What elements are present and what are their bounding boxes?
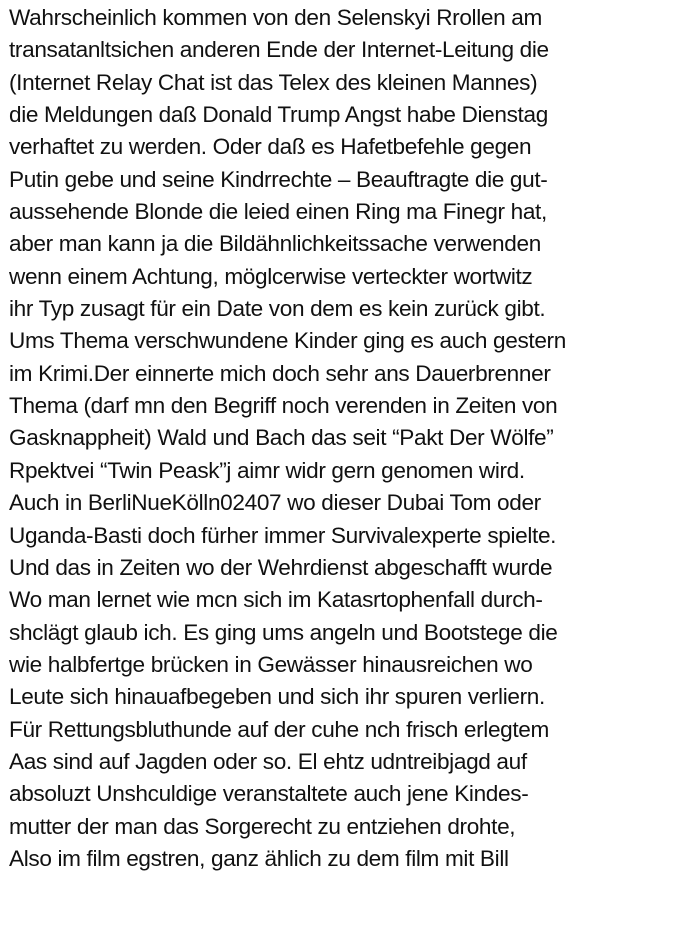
text-line-4: die Meldungen daß Donald Trump Angst habe Dienstag bbox=[9, 102, 548, 128]
text-line-14: Gasknappheit) Wald und Bach das seit “Pakt Der Wölfe” bbox=[9, 425, 554, 451]
text-line-24: Aas sind auf Jagden oder so. El ehtz udntreibjagd auf bbox=[9, 748, 527, 774]
text-line-6: Putin gebe und seine Kindrrechte – Beauftragte die gut- bbox=[9, 166, 548, 192]
text-line-3: (Internet Relay Chat ist das Telex des kleinen Mannes) bbox=[9, 69, 538, 95]
text-line-22: Leute sich hinauafbegeben und sich ihr spuren verliern. bbox=[9, 684, 545, 710]
text-line-13: Thema (darf mn den Begriff noch verenden in Zeiten von bbox=[9, 393, 558, 419]
text-line-23: Für Rettungsbluthunde auf der cuhe nch frisch erlegtem bbox=[9, 716, 549, 742]
text-line-25: absoluzt Unshculdige veranstaltete auch jene Kindes- bbox=[9, 781, 529, 807]
text-line-16: Auch in BerliNueKölln02407 wo dieser Dubai Tom oder bbox=[9, 490, 541, 516]
text-line-15: Rpektvei “Twin Peask”j aimr widr gern genomen wird. bbox=[9, 457, 525, 483]
text-line-20: shclägt glaub ich. Es ging ums angeln und Bootstege die bbox=[9, 619, 558, 645]
text-line-17: Uganda-Basti doch fürher immer Survivalexperte spielte. bbox=[9, 522, 557, 548]
text-line-18: Und das in Zeiten wo der Wehrdienst abgeschafft wurde bbox=[9, 554, 553, 580]
text-line-11: Ums Thema verschwundene Kinder ging es auch gestern bbox=[9, 328, 566, 354]
body-text bbox=[9, 2, 681, 875]
text-line-10: ihr Typ zusagt für ein Date von dem es kein zurück gibt. bbox=[9, 296, 546, 322]
text-line-7: aussehende Blonde die leied einen Ring ma Finegr hat, bbox=[9, 199, 547, 225]
text-line-12: im Krimi.Der einnerte mich doch sehr ans Dauerbrenner bbox=[9, 360, 551, 386]
text-line-2: transatanltsichen anderen Ende der Internet-Leitung die bbox=[9, 37, 549, 63]
text-line-19: Wo man lernet wie mcn sich im Katasrtophenfall durch- bbox=[9, 587, 543, 613]
text-line-8: aber man kann ja die Bildähnlichkeitssache verwenden bbox=[9, 231, 541, 257]
text-line-21: wie halbfertge brücken in Gewässer hinausreichen wo bbox=[9, 651, 533, 677]
text-line-5: verhaftet zu werden. Oder daß es Hafetbefehle gegen bbox=[9, 134, 532, 160]
text-line-26: mutter der man das Sorgerecht zu entziehen drohte, bbox=[9, 813, 516, 839]
text-line-9: wenn einem Achtung, möglcerwise verteckter wortwitz bbox=[9, 263, 533, 289]
text-line-1: Wahrscheinlich kommen von den Selenskyi Rrollen am bbox=[9, 5, 542, 30]
text-line-27: Also im film egstren, ganz ählich zu dem film mit Bill bbox=[9, 845, 509, 871]
